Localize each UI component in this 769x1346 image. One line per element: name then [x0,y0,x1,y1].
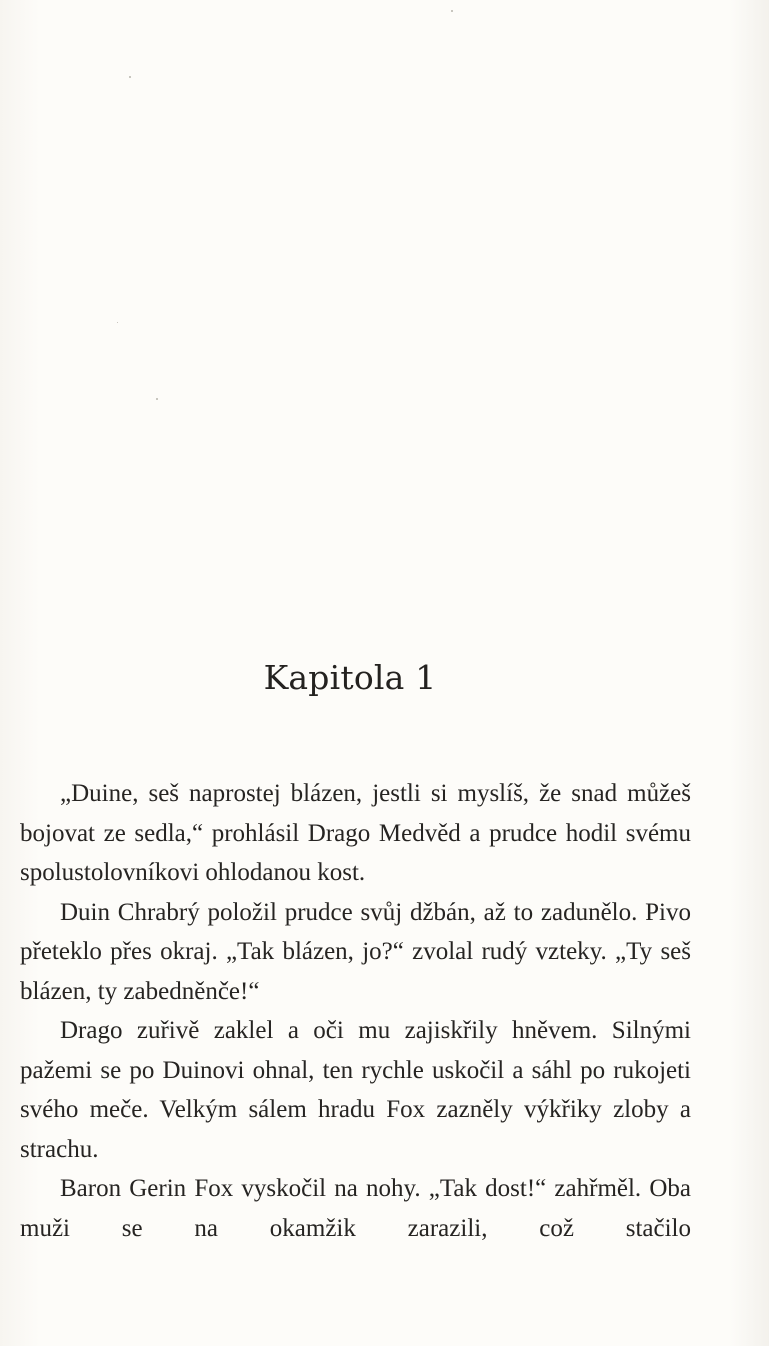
chapter-body [20,774,691,1248]
paper-speck [117,322,118,323]
paper-speck [451,10,453,12]
paragraph: „Duine, seš naprostej blázen, jestli si myslíš, že snad můžeš bojovat ze sedla,“ prohlásil Drago Medvěd a prudce hodil svému spolustolovníkovi ohlodanou kost. [20,780,691,886]
chapter-title [0,658,700,697]
paper-speck [129,76,131,78]
paragraph: Drago zuřivě zaklel a oči mu zajiskřily hněvem. Silnými pažemi se po Duinovi ohnal, ten rychle uskočil a sáhl po rukojeti svého meče. Velkým sálem hradu Fox zazněly výkřiky zloby a strachu. [20,1017,691,1163]
paragraph: Baron Gerin Fox vyskočil na nohy. „Tak dost!“ zahřměl. Oba muži se na okamžik zarazili, což stačilo [20,1175,691,1242]
paper-speck [156,398,158,400]
paragraph: Duin Chrabrý položil prudce svůj džbán, až to zadunělo. Pivo přeteklo přes okraj. „Tak blázen, jo?“ zvolal rudý vzteky. „Ty seš blázen, ty zabedněnče!“ [20,898,691,1005]
chapter-title-text: Kapitola 1 [263,658,437,698]
